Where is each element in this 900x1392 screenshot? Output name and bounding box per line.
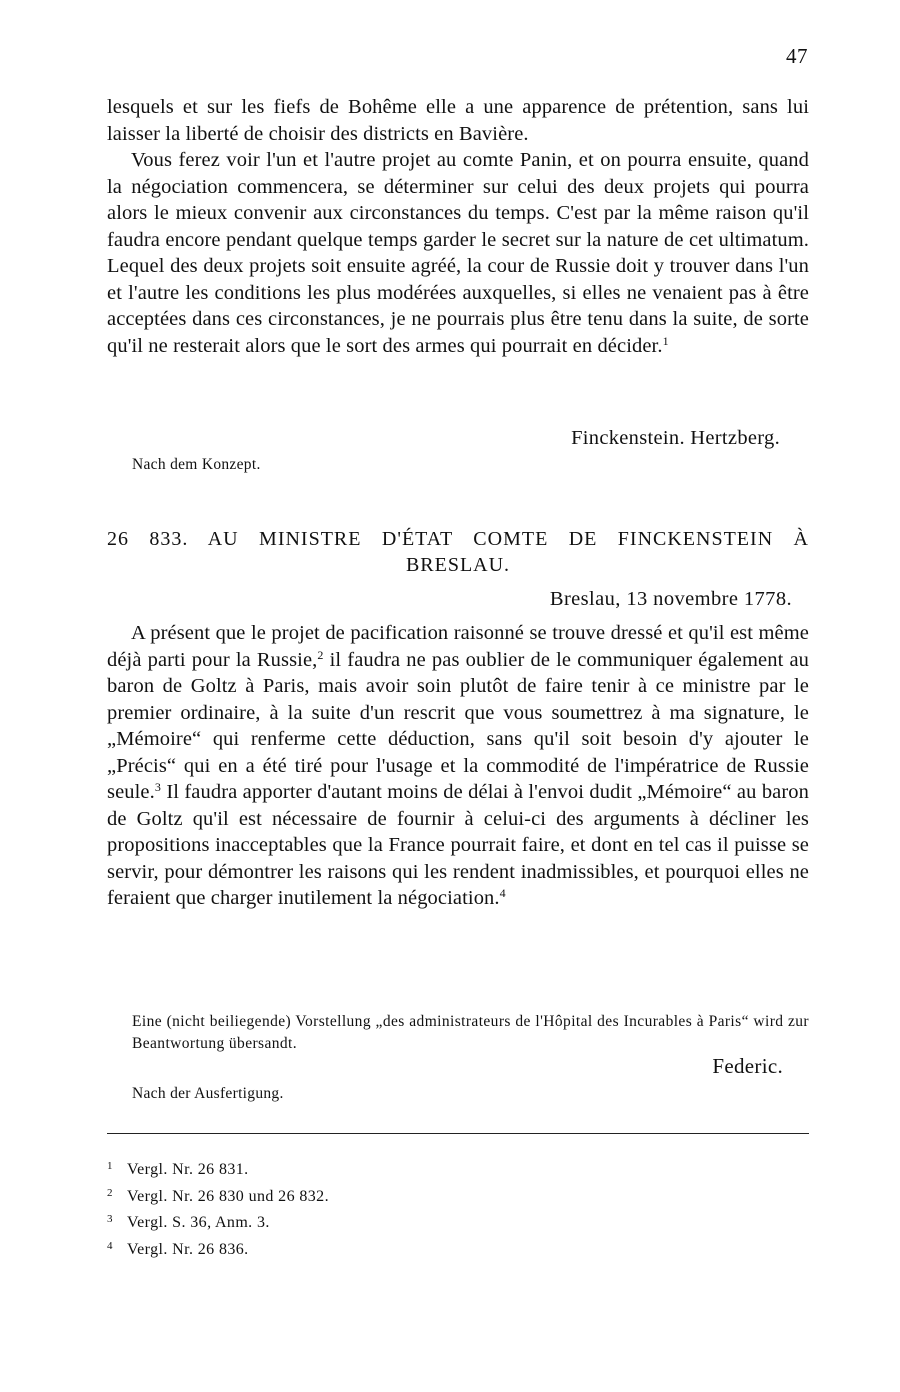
footnote-1-mark: 1 (107, 1160, 113, 1172)
footnote-2-text: Vergl. Nr. 26 830 und 26 832. (127, 1187, 329, 1205)
footnote-2-mark: 2 (107, 1186, 113, 1199)
letter-2-dateline: Breslau, 13 novembre 1778. (549, 588, 792, 610)
letter-2-segment-2: il faudra ne pas oublier de le communiquer également au baron de Goltz à Paris, mais avoir soin plutôt de faire tenir à ce ministre par le premier ordinaire, à la suite d'un rescrit que vous soumettrez à ma signature, le „Mémoire“ qui renferme cette déduction, sans qu'il soit besoin d'y ajouter le „Précis“ qui en a été tiré pour l'usage et la commodité de l'impératrice de Russie seule. (107, 648, 809, 803)
footnote-ref-1: 1 (662, 333, 669, 348)
letter-1-signature: Finckenstein. Hertzberg. (571, 427, 780, 449)
footnote-divider (107, 1133, 809, 1134)
footnote-ref-4: 4 (499, 886, 506, 900)
letter-2-heading-line-1: 26 833. AU MINISTRE D'ÉTAT COMTE DE FINCKENSTEIN À (107, 528, 809, 550)
letter-1-paragraph-1: lesquels et sur les fiefs de Bohême elle a une apparence de prétention, sans lui laisser la liberté de choisir des districts en Bavière. (107, 96, 809, 145)
page-number: 47 (786, 44, 808, 68)
letter-2-heading-line-2: BRESLAU. (405, 554, 511, 576)
letter-1-paragraph-2-text: Vous ferez voir l'un et l'autre projet au comte Panin, et on pourra ensuite, quand la négociation commencera, se déterminer sur celui des deux projets qui pourra alors le mieux convenir aux circonstances du temps. C'est par la même raison qu'il faudra encore pendant quelque temps garder le secret sur la nature de cet ultimatum. Lequel des deux projets soit ensuite agréé, la cour de Russie doit y trouver dans l'un et l'autre les conditions les plus modérées auxquelles, si elles ne venaient pas à être acceptées dans ces circonstances, je ne pourrais plus être tenu dans la suite, de sorte qu'il ne resterait alors que le sort des armes qui pourrait en décider. (107, 149, 809, 357)
footnotes (107, 1155, 809, 1261)
letter-2-editorial-note: Eine (nicht beiliegende) Vorstellung „des administrateurs de l'Hôpital des Incurables à Paris“ wird zur Beantwortung übersandt. (132, 1013, 809, 1052)
letter-2-heading (107, 526, 809, 578)
letter-2-body (107, 620, 809, 912)
letter-1-paragraph-2 (107, 147, 809, 359)
letter-2-source-note: Nach der Ausfertigung. (132, 1085, 284, 1102)
footnote-1 (107, 1155, 809, 1182)
footnote-ref-2: 2 (317, 647, 324, 662)
letter-1-source-note: Nach dem Konzept. (132, 456, 261, 473)
footnote-4 (107, 1235, 809, 1262)
footnote-3-text: Vergl. S. 36, Anm. 3. (127, 1214, 270, 1231)
letter-2-signature: Federic. (712, 1054, 783, 1078)
letter-1-body (107, 94, 809, 359)
footnote-4-text: Vergl. Nr. 26 836. (127, 1240, 249, 1258)
footnote-ref-3: 3 (154, 780, 161, 794)
letter-2-paragraph (107, 620, 809, 912)
footnote-3-mark: 3 (107, 1213, 113, 1225)
footnote-2 (107, 1182, 809, 1209)
footnote-1-text: Vergl. Nr. 26 831. (127, 1161, 249, 1178)
letter-2-segment-3: Il faudra apporter d'autant moins de délai à l'envoi dudit „Mémoire“ au baron de Goltz qu'il est nécessaire de fournir à celui-ci des arguments à décliner les propositions inacceptables que la France pourrait faire, et dont en tel cas il puisse se servir, pour démontrer les raisons qui les rendent inadmissibles, et pourquoi elles ne feraient que charger inutilement la négociation. (107, 781, 809, 909)
footnote-3 (107, 1208, 809, 1235)
letter-2-segment-1: A présent que le projet de pacification raisonné se trouve dressé et qu'il est même déjà parti pour la Russie, (107, 622, 809, 671)
footnote-4-mark: 4 (107, 1239, 113, 1252)
